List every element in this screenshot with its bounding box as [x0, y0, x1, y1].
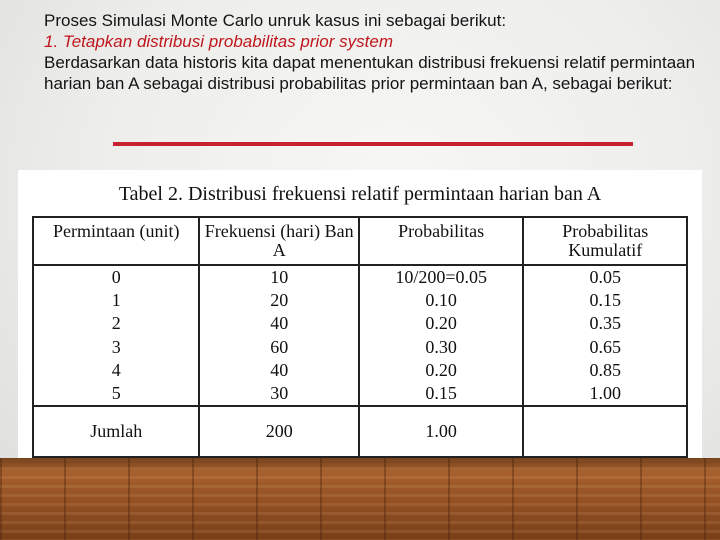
- total-kumulatif: [523, 406, 687, 457]
- cell-kumulatif: 0.15: [523, 289, 687, 313]
- table-row: [33, 289, 687, 313]
- cell-kumulatif: 0.65: [523, 336, 687, 360]
- body-paragraph: Berdasarkan data historis kita dapat menentukan distribusi frekuensi relatif permintaan harian ban A sebagai distribusi probabilitas prior permintaan ban A, sebagai berikut:: [44, 53, 696, 93]
- cell-probabilitas: 0.10: [359, 289, 524, 313]
- cell-probabilitas: 0.30: [359, 336, 524, 360]
- cell-frekuensi: 30: [199, 383, 358, 407]
- cell-permintaan: 4: [33, 359, 199, 383]
- header-probabilitas: Probabilitas: [359, 217, 524, 265]
- cell-probabilitas: 0.15: [359, 383, 524, 407]
- cell-frekuensi: 40: [199, 359, 358, 383]
- cell-kumulatif: 0.85: [523, 359, 687, 383]
- cell-frekuensi: 60: [199, 336, 358, 360]
- total-probabilitas: 1.00: [359, 406, 524, 457]
- table-image: [18, 170, 702, 458]
- header-frekuensi: Frekuensi (hari) Ban A: [199, 217, 358, 265]
- frequency-table: [32, 216, 688, 458]
- cell-kumulatif: 1.00: [523, 383, 687, 407]
- floor-shadow: [0, 458, 720, 472]
- cell-kumulatif: 0.35: [523, 312, 687, 336]
- section-heading: 1. Tetapkan distribusi probabilitas prior system: [44, 32, 393, 51]
- cell-permintaan: 0: [33, 265, 199, 289]
- cell-probabilitas: 0.20: [359, 312, 524, 336]
- table-caption: Tabel 2. Distribusi frekuensi relatif permintaan harian ban A: [118, 183, 602, 205]
- red-divider: [113, 142, 633, 146]
- table-total-row: [33, 406, 687, 457]
- cell-frekuensi: 10: [199, 265, 358, 289]
- cell-kumulatif: 0.05: [523, 265, 687, 289]
- table-row: [33, 312, 687, 336]
- cell-permintaan: 2: [33, 312, 199, 336]
- cell-permintaan: 1: [33, 289, 199, 313]
- table-header-row: [33, 217, 687, 265]
- cell-probabilitas: 10/200=0.05: [359, 265, 524, 289]
- total-label: Jumlah: [33, 406, 199, 457]
- table-row: [33, 336, 687, 360]
- total-frekuensi: 200: [199, 406, 358, 457]
- cell-frekuensi: 40: [199, 312, 358, 336]
- cell-probabilitas: 0.20: [359, 359, 524, 383]
- cell-frekuensi: 20: [199, 289, 358, 313]
- table-row: [33, 383, 687, 407]
- cell-permintaan: 3: [33, 336, 199, 360]
- intro-line: Proses Simulasi Monte Carlo unruk kasus ini sebagai berikut:: [44, 11, 507, 30]
- table-row: [33, 359, 687, 383]
- table-row: [33, 265, 687, 289]
- header-kumulatif: Probabilitas Kumulatif: [523, 217, 687, 265]
- header-permintaan: Permintaan (unit): [33, 217, 199, 265]
- cell-permintaan: 5: [33, 383, 199, 407]
- slide-text: [44, 10, 704, 94]
